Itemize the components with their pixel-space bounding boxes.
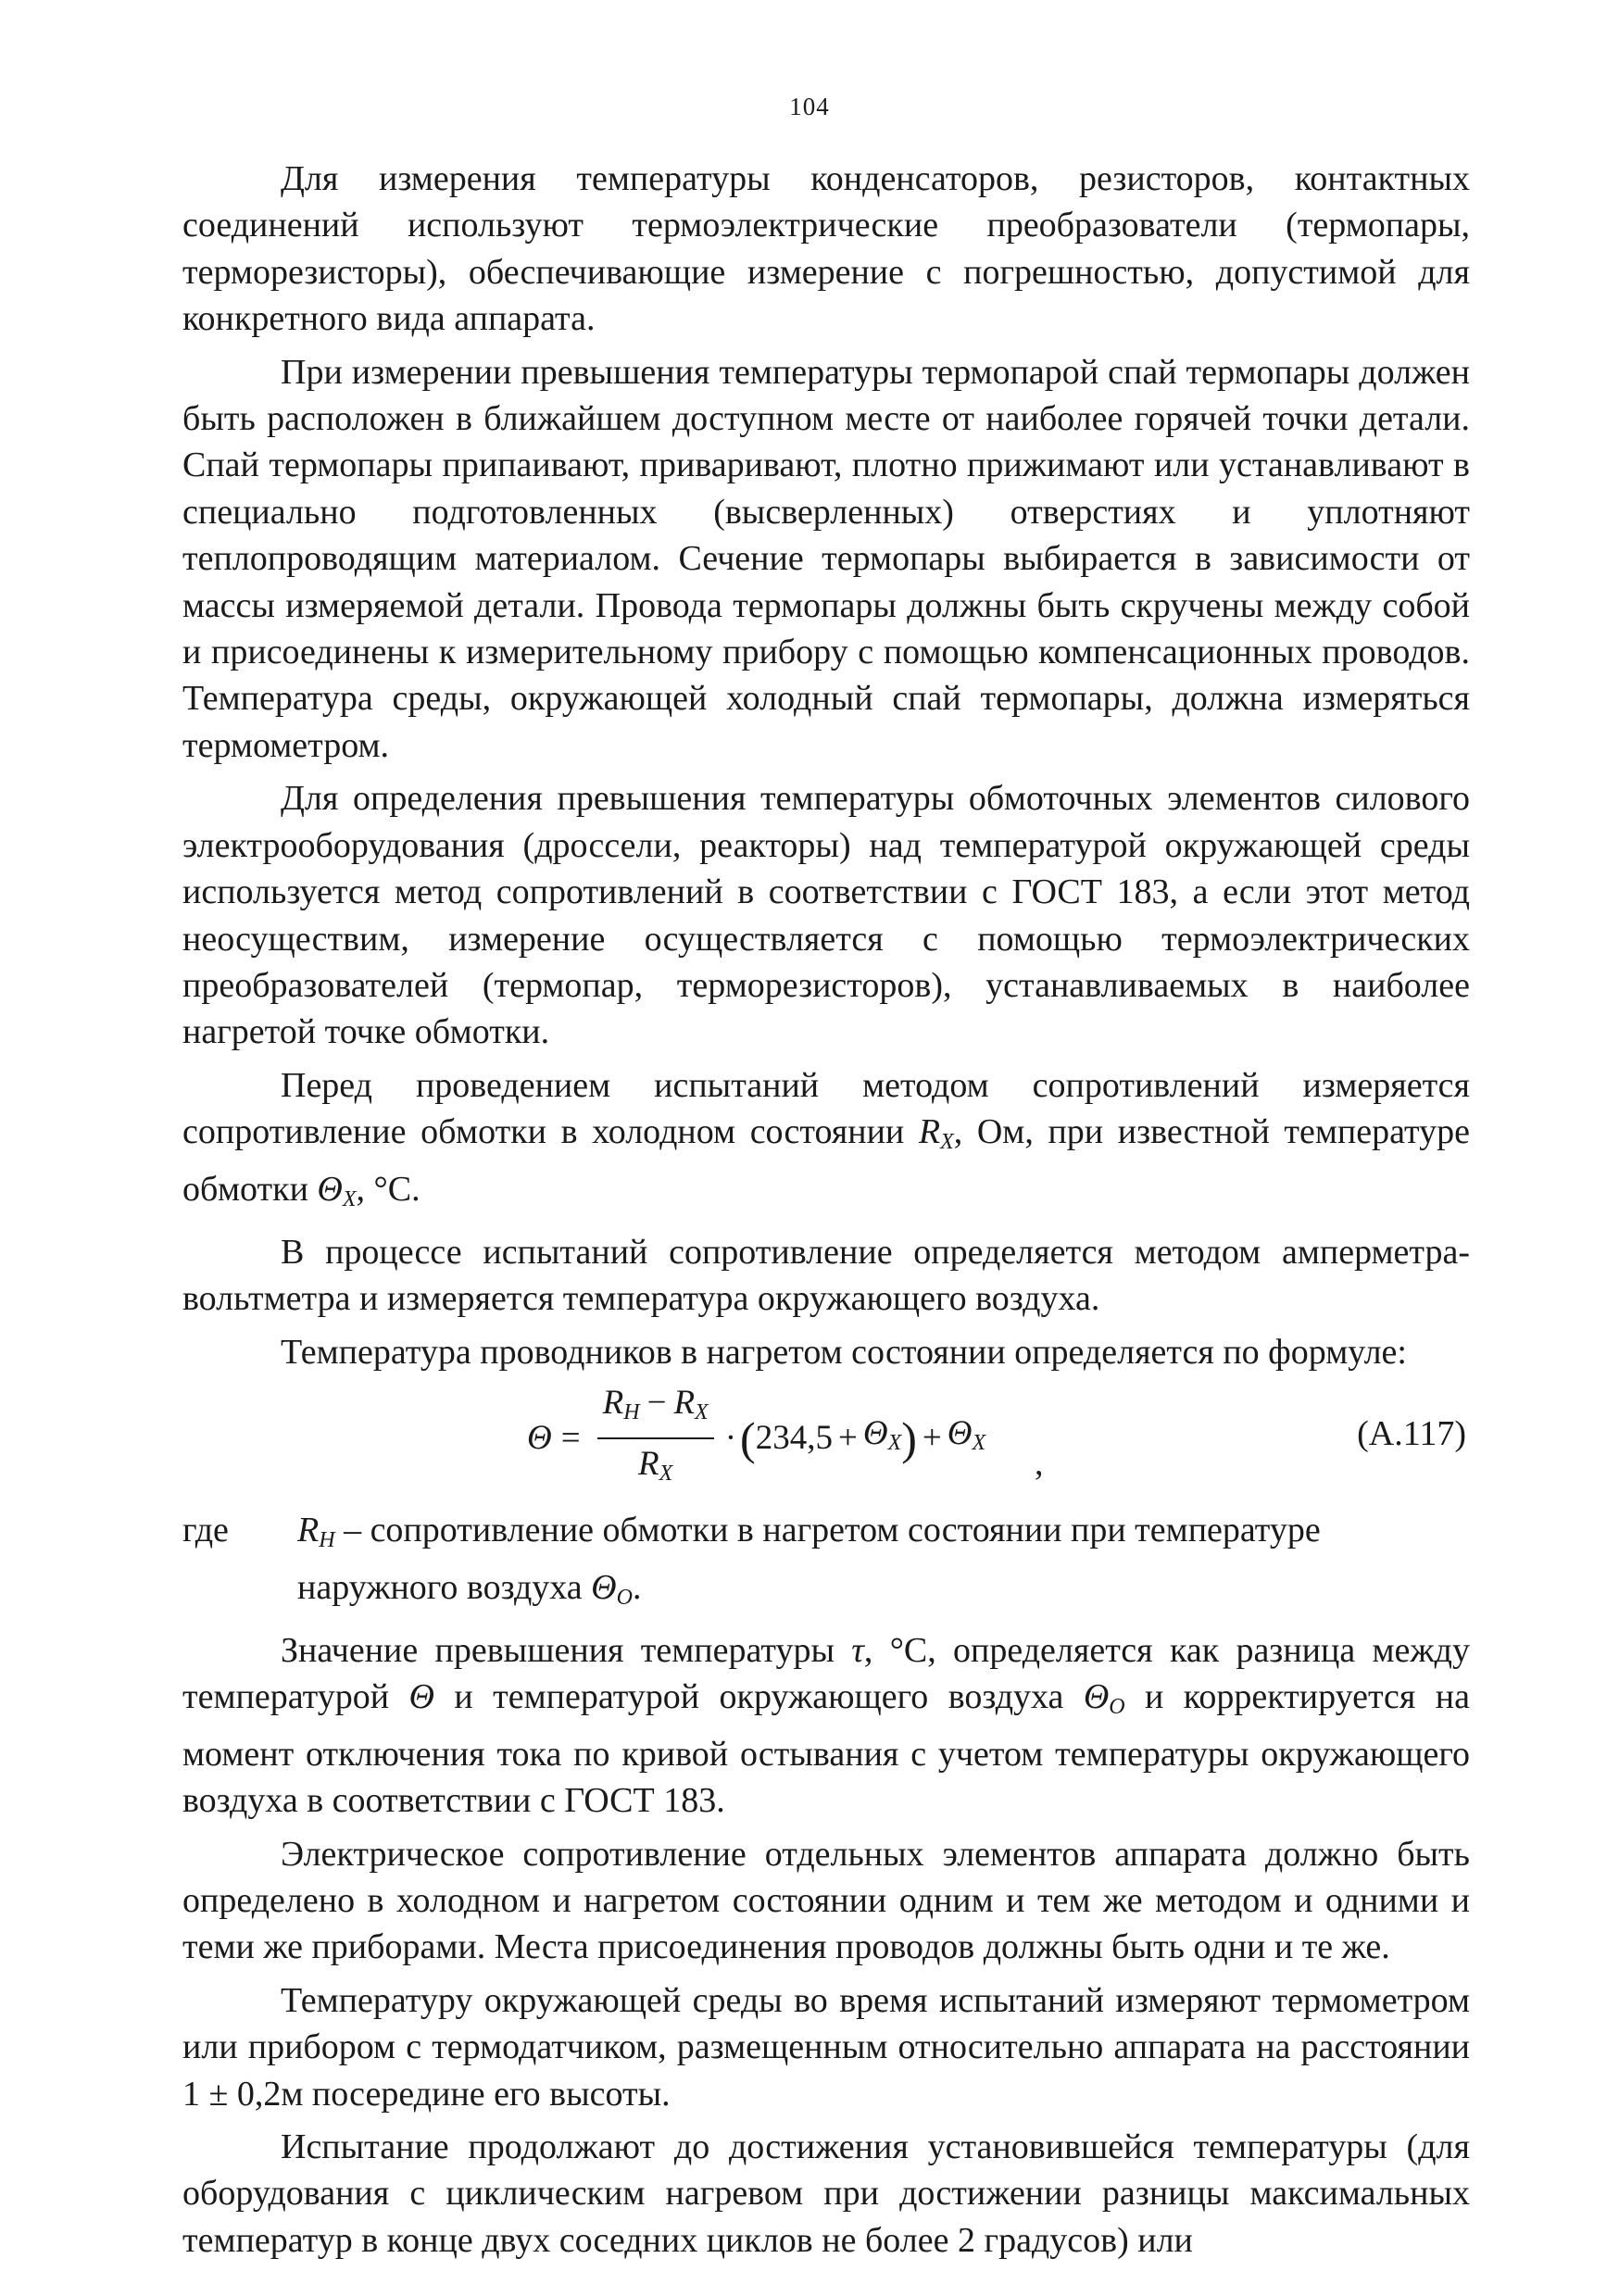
symbol-letter: Θ	[947, 1413, 973, 1452]
paragraph-resistance-method: Для определения превышения температуры обмоточных элементов силового электрооборудования (дроссели, реакторы) над температурой окружающей среды используется метод сопротивлений в соответствии с ГОСТ 183, а если этот метод неосуществим, измерение осуществляется с помощью термоэлектрических преобразователей (термопар, терморезисторов), устанавливаемых в наиболее нагретой точке обмотки.	[182, 779, 1470, 1052]
symbol-subscript: O	[1109, 1695, 1125, 1720]
text-fragment: Перед проведением испытаний методом сопротивлений измеряется сопротивление обмотки в холодном состоянии	[182, 1065, 1470, 1152]
paragraph-ammeter-voltmeter: В процессе испытаний сопротивление определяется методом амперметра-вольтметра и измеряется температура окружающего воздуха.	[182, 1232, 1470, 1319]
symbol-subscript: X	[887, 1430, 902, 1455]
symbol-subscript: X	[342, 1186, 357, 1211]
text-fragment: и температурой окружающего воздуха	[433, 1677, 1084, 1717]
paragraph-electrical-resistance: Электрическое сопротивление отдельных элементов аппарата должно быть определено в холодном и нагретом состоянии одним и тем же методом и одними и теми же приборами. Места присоединения проводов должны быть одни и те же.	[182, 1834, 1470, 1967]
symbol-letter: R	[602, 1383, 624, 1422]
paragraph-cold-resistance	[182, 1062, 1470, 1223]
text-fragment: Значение превышения температуры	[281, 1630, 852, 1670]
fraction-numerator	[597, 1380, 714, 1439]
paragraph-test-duration: Испытание продолжают до достижения установившейся температуры (для оборудования с циклическим нагревом при достижении разницы максимальных температур в конце двух соседних циклов не более 2 градусов) или	[182, 2127, 1470, 2260]
text-fragment: – сопротивление обмотки в нагретом состоянии при температуре наружного воздуха	[297, 1511, 1321, 1607]
paragraph-formula-intro: Температура проводников в нагретом состоянии определяется по формуле:	[281, 1332, 1407, 1372]
text-fragment: , Ом, при известной температуре обмотки	[182, 1112, 1470, 1209]
symbol-rh	[297, 1511, 335, 1553]
symbol-theta-o	[591, 1567, 633, 1610]
symbol-subscript: X	[659, 1462, 673, 1487]
symbol-letter: Θ	[317, 1169, 343, 1209]
formula-theta-x	[948, 1411, 985, 1466]
formula-lhs: Θ	[527, 1418, 552, 1457]
symbol-rx	[918, 1112, 954, 1155]
formula-comma: ,	[1035, 1444, 1044, 1484]
paragraph-thermocouple-junction: При измерении превышения температуры термопарой спай термопары должен быть расположен в ближайшем доступном месте от наиболее горячей точки детали. Спай термопары припаивают, приваривают, плотно прижимают или устанавливают в специально подготовленных (высверленных) отверстиях и уплотняют теплопроводящим материалом. Сечение термопары выбирается в зависимости от массы измеряемой детали. Провода термопары должны быть скручены между собой и присоединены к измерительному прибору с помощью компенсационных проводов. Температура среды, окружающей холодный спай термопары, должна измеряться термометром.	[182, 352, 1470, 765]
text-fragment: , °С.	[356, 1169, 420, 1209]
formula-dot: ·	[724, 1418, 737, 1457]
formula-a117	[182, 1383, 1470, 1488]
symbol-subscript: X	[940, 1130, 954, 1155]
symbol-tau: τ	[851, 1630, 864, 1670]
where-definition	[182, 1507, 1470, 1621]
page-number: 104	[789, 93, 830, 120]
symbol-letter: R	[297, 1511, 320, 1550]
symbol-subscript: O	[616, 1585, 633, 1610]
fraction-denominator	[638, 1439, 672, 1497]
symbol-letter: R	[918, 1112, 941, 1152]
formula-number: (А.117)	[1357, 1414, 1466, 1454]
symbol-letter: Θ	[862, 1413, 888, 1452]
symbol-theta: Θ	[408, 1677, 434, 1717]
where-label: где	[182, 1511, 229, 1550]
text-fragment: , °С, определяется как разница между температурой	[182, 1630, 1470, 1717]
formula-plus: +	[837, 1418, 858, 1457]
paragraph-thermoelectric-sensors: Для измерения температуры конденсаторов, резисторов, контактных соединений используют термоэлектрические преобразователи (термопары, терморезисторы), обеспечивающие измерение с погрешностью, допустимой для конкретного вида аппарата.	[182, 159, 1470, 339]
formula-left-paren: (	[740, 1412, 756, 1465]
page-content	[182, 156, 1470, 2270]
symbol-subscript: H	[319, 1528, 335, 1553]
paragraph-ambient-measurement: Температуру окружающей среды во время испытаний измеряют термометром или прибором с термодатчиком, размещенным относительно аппарата на расстоянии 1 ± 0,2м посередине его высоты.	[182, 1980, 1470, 2114]
formula-plus: +	[922, 1418, 942, 1457]
formula-theta-x	[863, 1411, 901, 1466]
formula-constant: 234,5	[755, 1418, 833, 1457]
formula-minus: −	[646, 1383, 667, 1422]
symbol-subscript: H	[623, 1399, 640, 1424]
where-text	[297, 1507, 1470, 1621]
text-fragment: .	[632, 1567, 642, 1607]
formula-expression	[527, 1383, 986, 1488]
symbol-subscript: X	[695, 1399, 709, 1424]
symbol-letter: R	[673, 1383, 696, 1422]
text-fragment: и корректируется на момент отключения тока по кривой остывания с учетом температуры окружающего воздуха в соответствии с ГОСТ 183.	[182, 1677, 1471, 1821]
symbol-letter: Θ	[591, 1567, 617, 1607]
formula-fraction	[597, 1380, 714, 1498]
symbol-subscript: X	[972, 1430, 986, 1455]
symbol-theta-o	[1083, 1677, 1125, 1720]
formula-equals: =	[560, 1418, 581, 1457]
formula-right-paren: )	[901, 1412, 917, 1465]
symbol-letter: Θ	[1083, 1677, 1110, 1717]
symbol-letter: R	[638, 1445, 659, 1484]
paragraph-temperature-rise	[182, 1627, 1470, 1825]
symbol-theta-x	[317, 1170, 356, 1209]
